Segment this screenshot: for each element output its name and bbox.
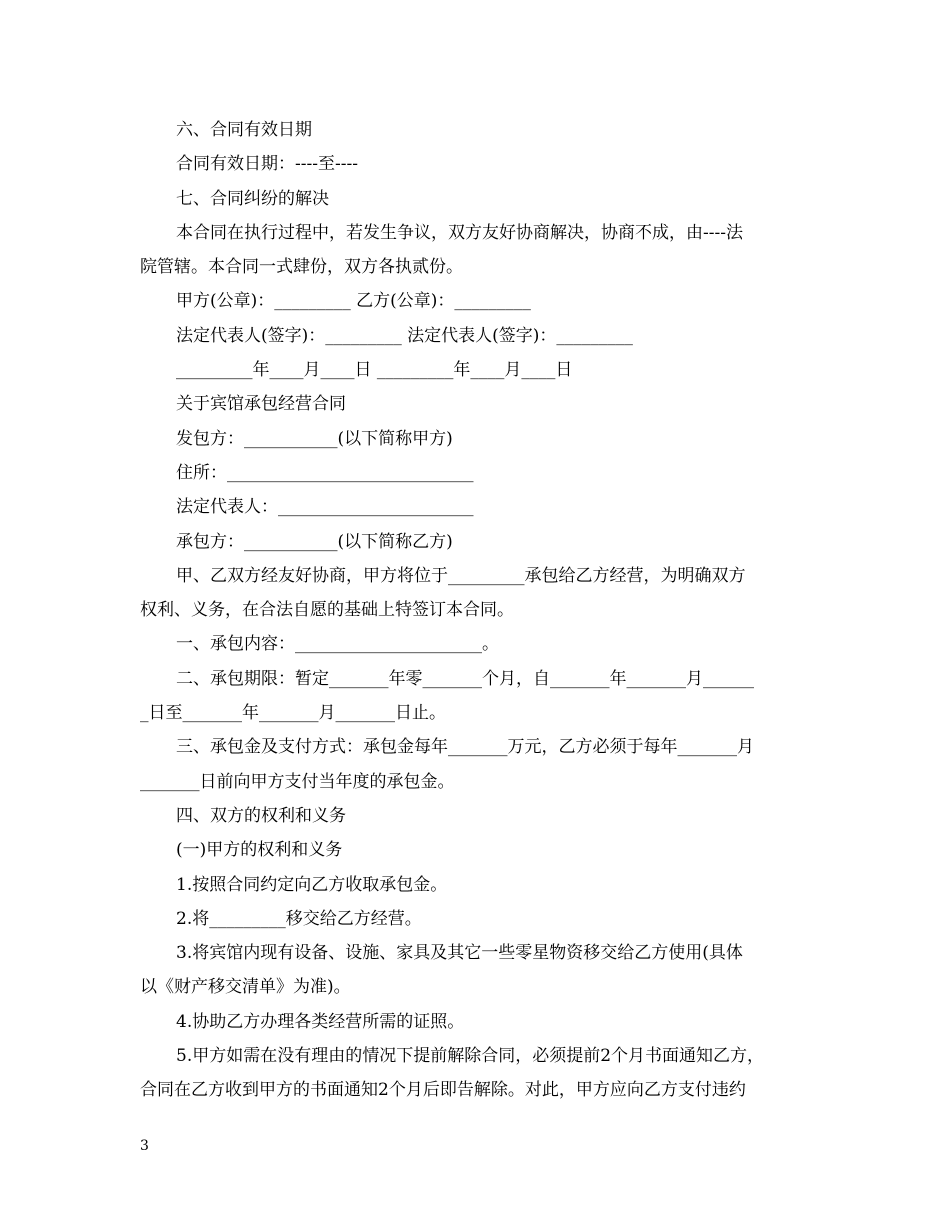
text-line: 住所：_____________________________ xyxy=(176,462,474,483)
text-line: 5.甲方如需在没有理由的情况下提前解除合同，必须提前2个月书面通知乙方， xyxy=(176,1046,765,1067)
text-line: 合同在乙方收到甲方的书面通知2个月后即告解除。对此，甲方应向乙方支付违约 xyxy=(140,1080,746,1101)
text-line: 院管辖。本合同一式肆份，双方各执贰份。 xyxy=(140,257,463,278)
text-line: 法定代表人：_______________________ xyxy=(176,497,474,518)
text-line: _______日前向甲方支付当年度的承包金。 xyxy=(140,771,455,792)
text-line: 关于宾馆承包经营合同 xyxy=(176,394,346,415)
document-body xyxy=(140,113,815,1108)
text-line: 发包方：___________(以下简称甲方) xyxy=(176,428,453,449)
text-line: 合同有效日期：----至---- xyxy=(176,154,358,175)
text-line: 四、双方的权利和义务 xyxy=(176,805,346,826)
text-line: 法定代表人(签字)：_________ 法定代表人(签字)：_________ xyxy=(176,325,633,346)
text-line: 4.协助乙方办理各类经营所需的证照。 xyxy=(176,1011,465,1032)
text-line: (一)甲方的权利和义务 xyxy=(176,840,343,861)
text-line: _________年____月____日 _________年____月____日 xyxy=(176,360,573,381)
text-line: 甲方(公章)：_________ 乙方(公章)：_________ xyxy=(176,291,531,312)
text-line: 甲、乙双方经友好协商，甲方将位于_________承包给乙方经营，为明确双方 xyxy=(176,565,746,586)
text-line: 承包方：___________(以下简称乙方) xyxy=(176,531,453,552)
text-line: 本合同在执行过程中，若发生争议，双方友好协商解决，协商不成，由----法 xyxy=(176,222,743,243)
text-line: 三、承包金及支付方式：承包金每年_______万元，乙方必须于每年_______月 xyxy=(176,737,754,758)
text-line: 1.按照合同约定向乙方收取承包金。 xyxy=(176,874,448,895)
text-line: 权利、义务，在合法自愿的基础上特签订本合同。 xyxy=(140,600,514,621)
text-line: 七、合同纠纷的解决 xyxy=(176,188,329,209)
text-line: _日至_______年_______月_______日止。 xyxy=(140,703,446,724)
text-line: 二、承包期限：暂定_______年零_______个月，自_______年_______月______ xyxy=(176,668,754,689)
text-line: 3.将宾馆内现有设备、设施、家具及其它一些零星物资移交给乙方使用(具体 xyxy=(176,943,743,964)
text-line: 六、合同有效日期 xyxy=(176,120,312,140)
text-line: 一、承包内容：______________________。 xyxy=(176,634,499,655)
page-number: 3 xyxy=(140,1138,149,1154)
text-line: 2.将_________移交给乙方经营。 xyxy=(176,908,422,929)
text-line: 以《财产移交清单》为准)。 xyxy=(140,977,351,998)
